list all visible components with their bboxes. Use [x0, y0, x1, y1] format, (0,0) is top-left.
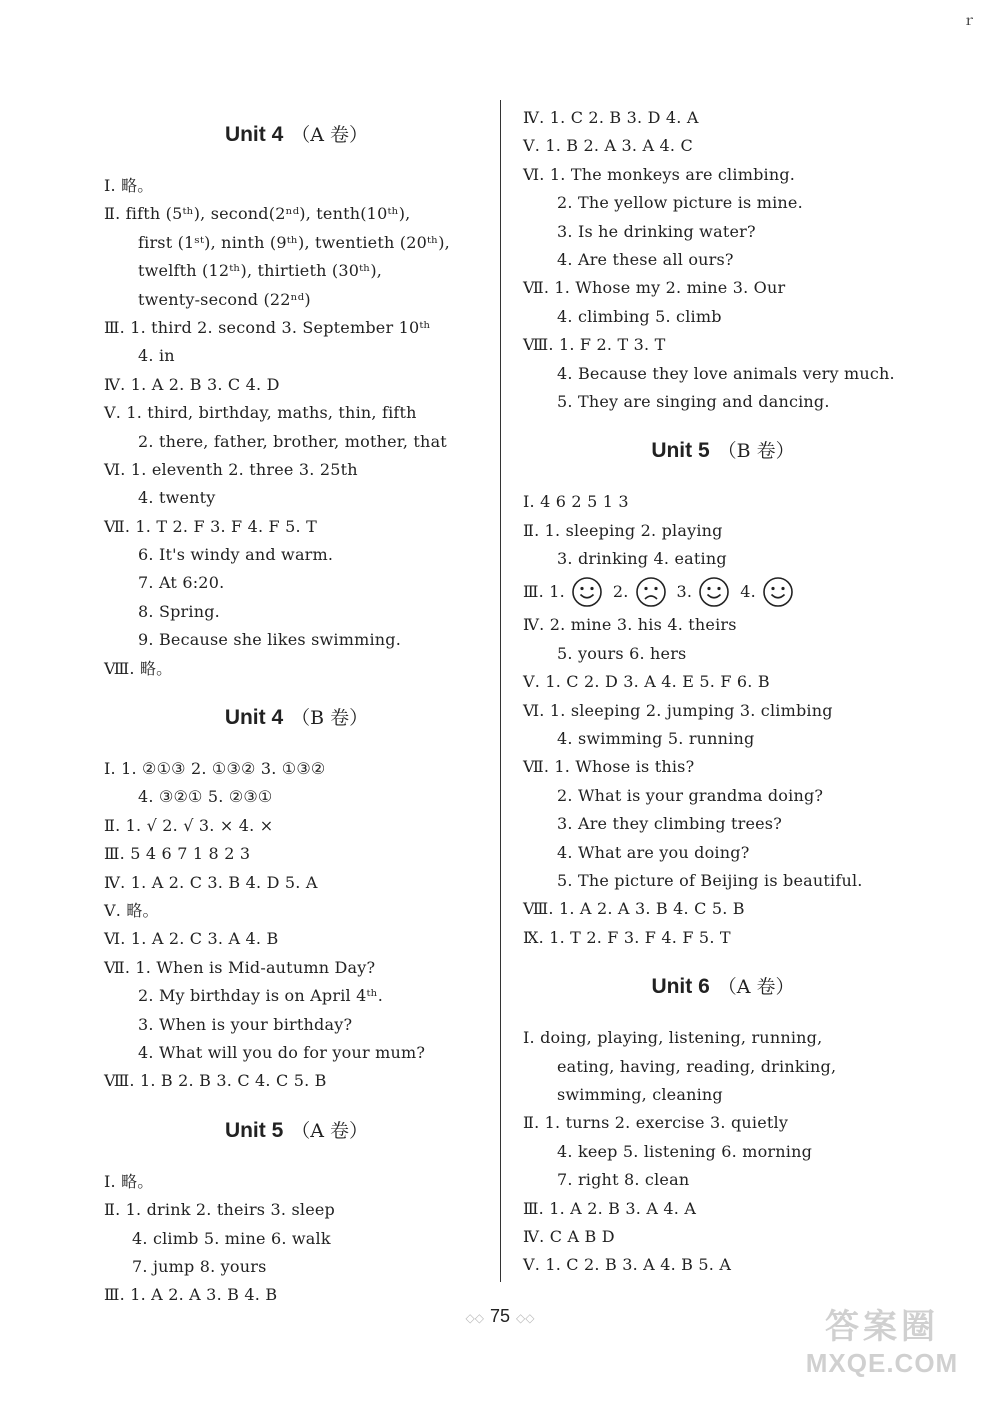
- answer-line: 3. Are they climbing trees?: [557, 814, 783, 834]
- watermark-logo: [782, 1299, 982, 1379]
- answer-line: Ⅱ. 1. √ 2. √ 3. × 4. ×: [104, 815, 274, 835]
- answer-line: 4. in: [138, 346, 175, 366]
- smiley-face-icon: [571, 576, 603, 608]
- answer-line: 4. Are these all ours?: [557, 249, 734, 269]
- answer-line: Ⅴ. 1. C 2. D 3. A 4. E 5. F 6. B: [523, 672, 770, 692]
- corner-mark: ｒ: [962, 13, 976, 29]
- answer-line: Ⅶ. 1. Whose my 2. mine 3. Our: [523, 278, 786, 298]
- answer-line: eating, having, reading, drinking,: [557, 1056, 837, 1076]
- unit5a-paren: （A 卷）: [291, 1119, 369, 1142]
- unit5a-title: Unit 5: [224, 1118, 284, 1142]
- answer-line: Ⅰ. 略。: [104, 1171, 154, 1191]
- unit5b-paren: （B 卷）: [717, 440, 795, 463]
- unit5b-heading: [523, 436, 923, 466]
- unit6a-paren: （A 卷）: [717, 976, 795, 999]
- answer-line: Ⅵ. 1. sleeping 2. jumping 3. climbing: [523, 700, 833, 720]
- answer-line: Ⅰ. 4 6 2 5 1 3: [523, 492, 629, 512]
- answer-line: Ⅴ. 1. C 2. B 3. A 4. B 5. A: [523, 1255, 732, 1275]
- answer-line: Ⅷ. 1. F 2. T 3. T: [523, 335, 666, 355]
- watermark-line2: MXQE.COM: [805, 1348, 959, 1378]
- answer-line: Ⅲ. 1. A 2. A 3. B 4. B: [104, 1285, 278, 1305]
- answer-line: Ⅵ. 1. eleventh 2. three 3. 25th: [104, 459, 358, 479]
- answer-line: 5. They are singing and dancing.: [557, 391, 830, 411]
- faces-row: [523, 573, 923, 611]
- answer-line: Ⅳ. 2. mine 3. his 4. theirs: [523, 615, 737, 635]
- answer-line: Ⅶ. 1. T 2. F 3. F 4. F 5. T: [104, 516, 317, 536]
- answer-line: 5. yours 6. hers: [557, 643, 687, 663]
- answer-line: Ⅱ. 1. sleeping 2. playing: [523, 520, 723, 540]
- answer-line: Ⅱ. 1. turns 2. exercise 3. quietly: [523, 1113, 789, 1133]
- answer-line: Ⅴ. 1. third, birthday, maths, thin, fifth: [104, 403, 417, 423]
- column-divider: [500, 100, 501, 1282]
- unit4b-answers: [104, 755, 489, 1096]
- watermark-line1: 答案圈: [825, 1308, 939, 1346]
- answer-line: Ⅱ. fifth (5ᵗʰ), second(2ⁿᵈ), tenth(10ᵗʰ),: [104, 204, 411, 224]
- answer-line: Ⅰ. 略。: [104, 176, 154, 195]
- unit6a-heading: [523, 972, 923, 1002]
- answer-line: Ⅱ. 1. drink 2. theirs 3. sleep: [104, 1200, 335, 1220]
- faces-num-2: 2.: [612, 582, 629, 602]
- answer-line: Ⅷ. 1. B 2. B 3. C 4. C 5. B: [104, 1071, 327, 1091]
- answer-line: 4. keep 5. listening 6. morning: [557, 1141, 813, 1161]
- answer-line: Ⅲ. 5 4 6 7 1 8 2 3: [104, 844, 251, 864]
- unit4b-title: Unit 4: [224, 706, 284, 730]
- unit5a-answers: [104, 1168, 489, 1310]
- answer-line: 5. The picture of Beijing is beautiful.: [557, 870, 863, 890]
- answer-line: Ⅰ. doing, playing, listening, running,: [523, 1028, 823, 1048]
- answer-line: 2. What is your grandma doing?: [557, 785, 824, 805]
- answer-line: Ⅲ. 1. third 2. second 3. September 10ᵗʰ: [104, 317, 431, 337]
- answer-line: swimming, cleaning: [557, 1084, 723, 1104]
- answer-line: 8. Spring.: [138, 601, 220, 621]
- answer-line: Ⅷ. 略。: [104, 658, 173, 678]
- faces-num-3: 3.: [676, 582, 693, 602]
- answer-line: Ⅷ. 1. A 2. A 3. B 4. C 5. B: [523, 899, 745, 919]
- answer-line: 9. Because she likes swimming.: [138, 630, 402, 650]
- faces-label: Ⅲ. 1.: [523, 582, 565, 602]
- left-column: [104, 100, 489, 1310]
- answer-line: Ⅴ. 略。: [104, 900, 159, 920]
- answer-line: Ⅳ. 1. C 2. B 3. D 4. A: [523, 108, 699, 127]
- page-number-ornament-right: ◇◇: [516, 1311, 535, 1325]
- smiley-face-icon: [698, 576, 730, 608]
- answer-line: 4. climbing 5. climb: [557, 306, 722, 326]
- answer-line: 2. there, father, brother, mother, that: [138, 431, 447, 451]
- answer-line: 3. Is he drinking water?: [557, 221, 756, 241]
- answer-line: 3. drinking 4. eating: [557, 549, 727, 569]
- answer-line: first (1ˢᵗ), ninth (9ᵗʰ), twentieth (20ᵗʰ),: [138, 232, 450, 252]
- right-column: [523, 100, 923, 1280]
- answer-line: Ⅴ. 1. B 2. A 3. A 4. C: [523, 136, 693, 156]
- answer-line: 6. It's windy and warm.: [138, 545, 334, 565]
- answer-line: 7. At 6:20.: [138, 573, 225, 593]
- answer-line: 4. What will you do for your mum?: [138, 1042, 426, 1062]
- answer-line: Ⅶ. 1. When is Mid-autumn Day?: [104, 957, 376, 977]
- unit6a-title: Unit 6: [651, 975, 710, 999]
- unit4a-title: Unit 4: [224, 123, 284, 146]
- unit4b-paren: （B 卷）: [291, 707, 369, 730]
- sad-face-icon: [635, 576, 667, 608]
- unit4a-answers: [104, 172, 489, 683]
- answer-line: 4. ③②① 5. ②③①: [138, 787, 273, 807]
- answer-line: Ⅸ. 1. T 2. F 3. F 4. F 5. T: [523, 927, 731, 947]
- unit4a-heading: [104, 120, 489, 150]
- faces-num-4: 4.: [740, 582, 756, 602]
- answer-line: 4. Because they love animals very much.: [557, 363, 895, 383]
- answer-line: Ⅳ. 1. A 2. C 3. B 4. D 5. A: [104, 872, 318, 892]
- smiley-face-icon: [762, 576, 794, 608]
- answer-line: 4. climb 5. mine 6. walk: [132, 1228, 331, 1248]
- answer-line: 7. jump 8. yours: [132, 1256, 267, 1276]
- answer-line: 7. right 8. clean: [557, 1170, 690, 1190]
- page-number-value: 75: [489, 1306, 511, 1326]
- answer-line: Ⅲ. 1. A 2. B 3. A 4. A: [523, 1198, 697, 1218]
- answer-line: Ⅳ. C A B D: [523, 1226, 615, 1246]
- answer-line: 2. My birthday is on April 4ᵗʰ.: [138, 986, 384, 1006]
- answer-line: Ⅵ. 1. A 2. C 3. A 4. B: [104, 929, 279, 949]
- answer-line: 2. The yellow picture is mine.: [557, 193, 803, 213]
- unit4b-heading: [104, 703, 489, 733]
- answer-line: 3. When is your birthday?: [138, 1014, 353, 1034]
- unit4a-paren: （A 卷）: [291, 124, 369, 146]
- answer-line: twelfth (12ᵗʰ), thirtieth (30ᵗʰ),: [138, 261, 383, 281]
- answer-line: 4. twenty: [138, 488, 216, 508]
- unit5b-answers: [523, 488, 923, 952]
- answer-line: 4. What are you doing?: [557, 842, 750, 862]
- unit6a-answers: [523, 1024, 923, 1280]
- unit5a-continued: [523, 104, 923, 416]
- unit5b-title: Unit 5: [651, 439, 710, 463]
- page-number-ornament-left: ◇◇: [465, 1311, 484, 1325]
- answer-line: Ⅳ. 1. A 2. B 3. C 4. D: [104, 374, 280, 394]
- answer-line: Ⅶ. 1. Whose is this?: [523, 757, 695, 777]
- unit5a-heading: [104, 1116, 489, 1146]
- answer-line: 4. swimming 5. running: [557, 729, 755, 749]
- answer-line: Ⅰ. 1. ②①③ 2. ①③② 3. ①③②: [104, 759, 326, 779]
- answer-line: Ⅵ. 1. The monkeys are climbing.: [523, 164, 796, 184]
- answer-line: twenty-second (22ⁿᵈ): [138, 289, 311, 309]
